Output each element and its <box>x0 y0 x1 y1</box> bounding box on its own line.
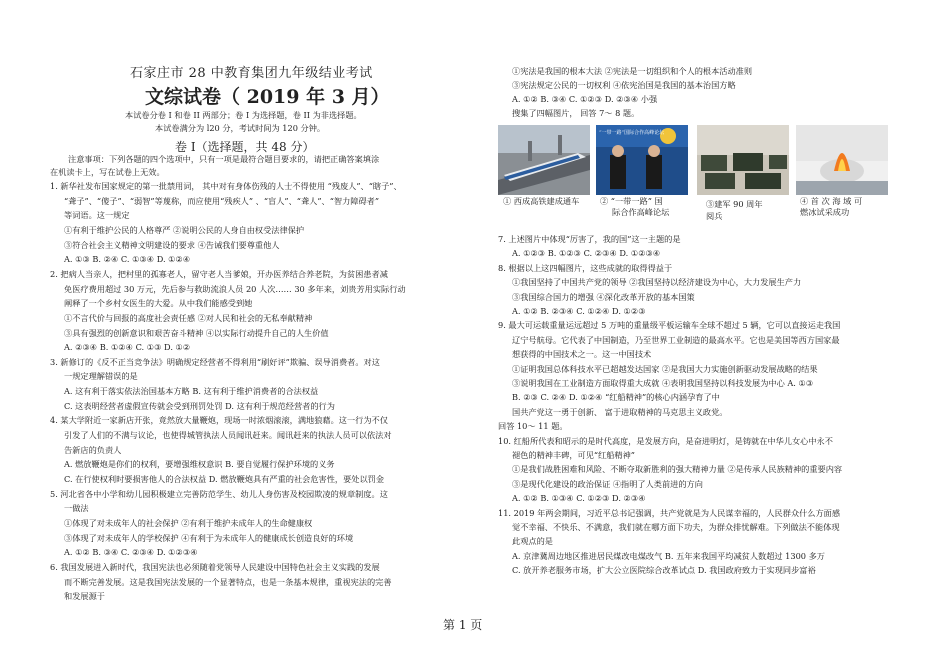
text-line: 一规定理解错误的是 <box>64 371 138 382</box>
text-line: 免医疗费用超过 30 万元，先后参与救助流浪人员 20 人次…… 30 多年来，刘贵芳用实际行动 <box>64 283 406 294</box>
text-line: 1. 新华社发布国家规定的第一批禁用词， 其中对有身体伤残的人士不得使用 “残废人”、“瞎子”、 <box>50 181 402 191</box>
text-line: 3. 新修订的《反不正当竞争法》明确规定经营者不得利用“刷好评”欺骗、误导消费者。对这 <box>50 356 380 367</box>
notice-line2: 在机读卡上，写在试卷上无效。 <box>50 167 165 177</box>
text-line: ①体现了对未成年人的社会保护 ②有利于维护未成年人的生命健康权 <box>64 517 313 528</box>
text-line: B. ②③ C. ②④ D. ①②④ “红船精神”的核心内涵孕育了中 <box>512 392 720 403</box>
section-heading: 卷 I（选择题，共 48 分） <box>175 140 315 154</box>
text-line: 7. 上述图片中体现“厉害了，我的国”这一主题的是 <box>498 234 681 244</box>
text-line: 辽宁号航母。它代表了中国制造，乃至世界工业制造的最高水平。它也是美国等西方国家最 <box>512 334 840 345</box>
photo-caption-2b: 际合作高峰论坛 <box>612 207 670 217</box>
text-line: 想获得的中国技术之一。这一中国技术 <box>512 349 652 360</box>
text-line: ①宪法是我国的根本大法 ②宪法是一切组织和个人的根本活动准则 <box>512 66 753 76</box>
text-line: 6. 我国发展进入新时代，我国宪法也必须随着党领导人民建设中国特色社会主义实践的发展 <box>50 561 380 572</box>
text-line: 10. 红船所代表和昭示的是时代高度，是发展方向，是奋进明灯，是铸就在中华儿女心中永不 <box>498 435 833 446</box>
text-line: ③说明我国在工业制造方面取得重大成就 ④表明我国坚持以科技发展为中心 A. ①③ <box>512 378 814 388</box>
text-line: 搜集了四幅图片， 回答 7～ 8 题。 <box>512 108 640 118</box>
forum-banner-text: “一带一路”国际合作高峰论坛 <box>599 130 665 136</box>
text-line: 回答 10～ 11 题。 <box>498 421 568 432</box>
text-line: ③具有强烈的创新意识和艰苦奋斗精神 ④以实际行动提升自己的人生价值 <box>64 327 329 338</box>
notice-line1: 注意事项：下列各题的四个选项中，只有一项是最符合题目要求的，请把正确答案填涂 <box>68 154 380 164</box>
text-line: A. ①② B. ③④ C. ①②③ D. ②③④ 小强 <box>512 94 658 104</box>
text-line: 8. 根据以上这四幅图片，这些成就的取得得益于 <box>498 262 673 273</box>
text-line: A. ①② B. ③④ C. ②③④ D. ①②③④ <box>64 547 198 558</box>
photo-belt-and-road-forum <box>596 125 688 195</box>
photo-high-speed-rail <box>498 125 590 195</box>
text-line: 褪色的精神丰碑，可见“红船精神” <box>512 450 635 460</box>
text-line: ①有利于维护公民的人格尊严 ②说明公民的人身自由权受法律保护 <box>64 224 305 235</box>
text-line: A. 燃放鞭炮是你们的权利，要增强维权意识 B. 要自觉履行保护环境的义务 <box>64 459 335 470</box>
text-line: 国共产党这一勇于创新、 富于进取精神的马克思主义政党。 <box>512 406 728 417</box>
text-line: ③宪法规定公民的一切权利 ④依宪治国是我国的基本治国方略 <box>512 80 736 90</box>
text-line: ③我国综合国力的增强 ④深化改革开放的基本国策 <box>512 291 695 302</box>
photo-caption-4a: ④ 首 次 海 域 可 <box>800 196 863 206</box>
text-line: ③符合社会主义精神文明建设的要求 ④告诫我们要尊重他人 <box>64 239 280 250</box>
page-number: 第 1 页 <box>443 618 483 632</box>
photo-caption-4b: 燃冰试采成功 <box>800 207 850 217</box>
photo-caption-2a: ② “一带一路” 国 <box>600 196 663 206</box>
text-line: C. 这表明经营者虚假宣传就会受到刑罚处罚 D. 这有利于规范经营者的行为 <box>64 400 335 411</box>
text-line: C. 放开养老服务市场，扩大公立医院综合改革试点 D. 我国政府致力于实现同步富裕 <box>512 565 816 576</box>
text-line: A. ②③④ B. ①②④ C. ①③ D. ①② <box>64 342 191 353</box>
exam-title-line2: 文综试卷（ 2019 年 3 月） <box>145 86 390 108</box>
photo-military-parade <box>697 125 789 195</box>
exam-info-line2: 本试卷满分为 l20 分，考试时间为 120 分钟。 <box>155 123 326 133</box>
text-line: ①是我们战胜困难和风险、不断夺取新胜利的强大精神力量 ②是传承人民族精神的重要内容 <box>512 464 843 475</box>
text-line: A. ①② B. ②③④ C. ①②④ D. ①②③ <box>512 306 646 316</box>
text-line: A. 京津冀周边地区推进居民煤改电煤改气 B. 五年来我国平均减贫人数超过 1300 多万 <box>512 550 825 561</box>
text-line: “聋子”、“傻子”、“弱智”等蔑称，而应使用“残疾人” 、“盲人”、“聋人”、“智力障碍者” <box>64 195 380 206</box>
text-line: 2. 把病人当亲人，把村里的孤寡老人，留守老人当爹娘，开办医养结合养老院，为贫困患者减 <box>50 268 388 279</box>
text-line: 而不断完善发展。这是我国宪法发展的一个显著特点，也是一条基本规律，重视宪法的完善 <box>64 576 392 587</box>
photo-caption-3b: 阅兵 <box>706 211 723 221</box>
exam-info-line1: 本试卷分卷 I 和卷 II 两部分；卷 I 为选择题，卷 II 为非选择题。 <box>125 110 362 120</box>
text-line: ①我国坚持了中国共产党的领导 ②我国坚持以经济建设为中心，大力发展生产力 <box>512 277 802 288</box>
photo-caption-3a: ③建军 90 周年 <box>706 199 763 209</box>
text-line: A. ①③ B. ②④ C. ①③④ D. ①②④ <box>64 254 191 265</box>
text-line: 阐释了一个乡村女医生的大爱。从中我们能感受到她 <box>64 298 253 309</box>
text-line: 引发了人们的不满与议论，也使得城管执法人员闻讯赶来。闻讯赶来的执法人员可以依法对 <box>64 430 392 441</box>
text-line: ①证明我国总体科技水平已超越发达国家 ②是我国大力实施创新驱动发展战略的结果 <box>512 363 818 374</box>
text-line: 告新店的负责人 <box>64 444 122 455</box>
text-line: 觉不幸福、不快乐、不满意，我们就在哪方面下功夫，为群众排忧解难。下列做法不能体现 <box>512 522 840 532</box>
text-line: 一做法 <box>64 503 89 514</box>
text-line: 9. 最大可运载重量运远超过 5 万吨的重量级平板运输车全球不超过 5 辆，它可以直接运走我国 <box>498 320 841 331</box>
text-line: 和发展源于 <box>64 591 105 602</box>
text-line: 11. 2019 年两会期间，习近平总书记强调，共产党就是为人民谋幸福的，人民群众什么方面感 <box>498 507 841 518</box>
text-line: ③是现代化建设的政治保证 ④指明了人类前进的方向 <box>512 478 703 489</box>
photo-caption-1: ① 西成高铁建成通车 <box>503 196 580 206</box>
text-line: A. 这有利于落实依法治国基本方略 B. 这有利于维护消费者的合法权益 <box>64 386 319 397</box>
text-line: 等词语。这一规定 <box>64 210 130 221</box>
photo-combustible-ice <box>796 125 888 195</box>
text-line: C. 在行使权利时要损害他人的合法权益 D. 燃放鞭炮具有严重的社会危害性，要处以罚金 <box>64 474 385 484</box>
text-line: A. ①②③ B. ①②③ C. ②③④ D. ①②③④ <box>512 248 661 259</box>
text-line: 4. 某大学附近一家新店开张，竟然放大量鞭炮，现场一时浓烟滚滚，满地狼藉。这一行为不仅 <box>50 415 388 426</box>
text-line: ①不言代价与回报的高度社会责任感 ②对人民和社会的无私奉献精神 <box>64 312 313 323</box>
text-line: ③体现了对未成年人的学校保护 ④有利于为未成年人的健康成长创造良好的环境 <box>64 532 354 543</box>
text-line: A. ①② B. ①③④ C. ①②③ D. ②③④ <box>512 493 646 504</box>
text-line: 此观点的是 <box>512 536 553 547</box>
text-line: 5. 河北省各中小学和幼儿园积极建立完善防范学生、幼儿人身伤害及校园欺凌的规章制度。这 <box>50 488 388 499</box>
exam-title-line1: 石家庄市 28 中教育集团九年级结业考试 <box>130 66 373 81</box>
